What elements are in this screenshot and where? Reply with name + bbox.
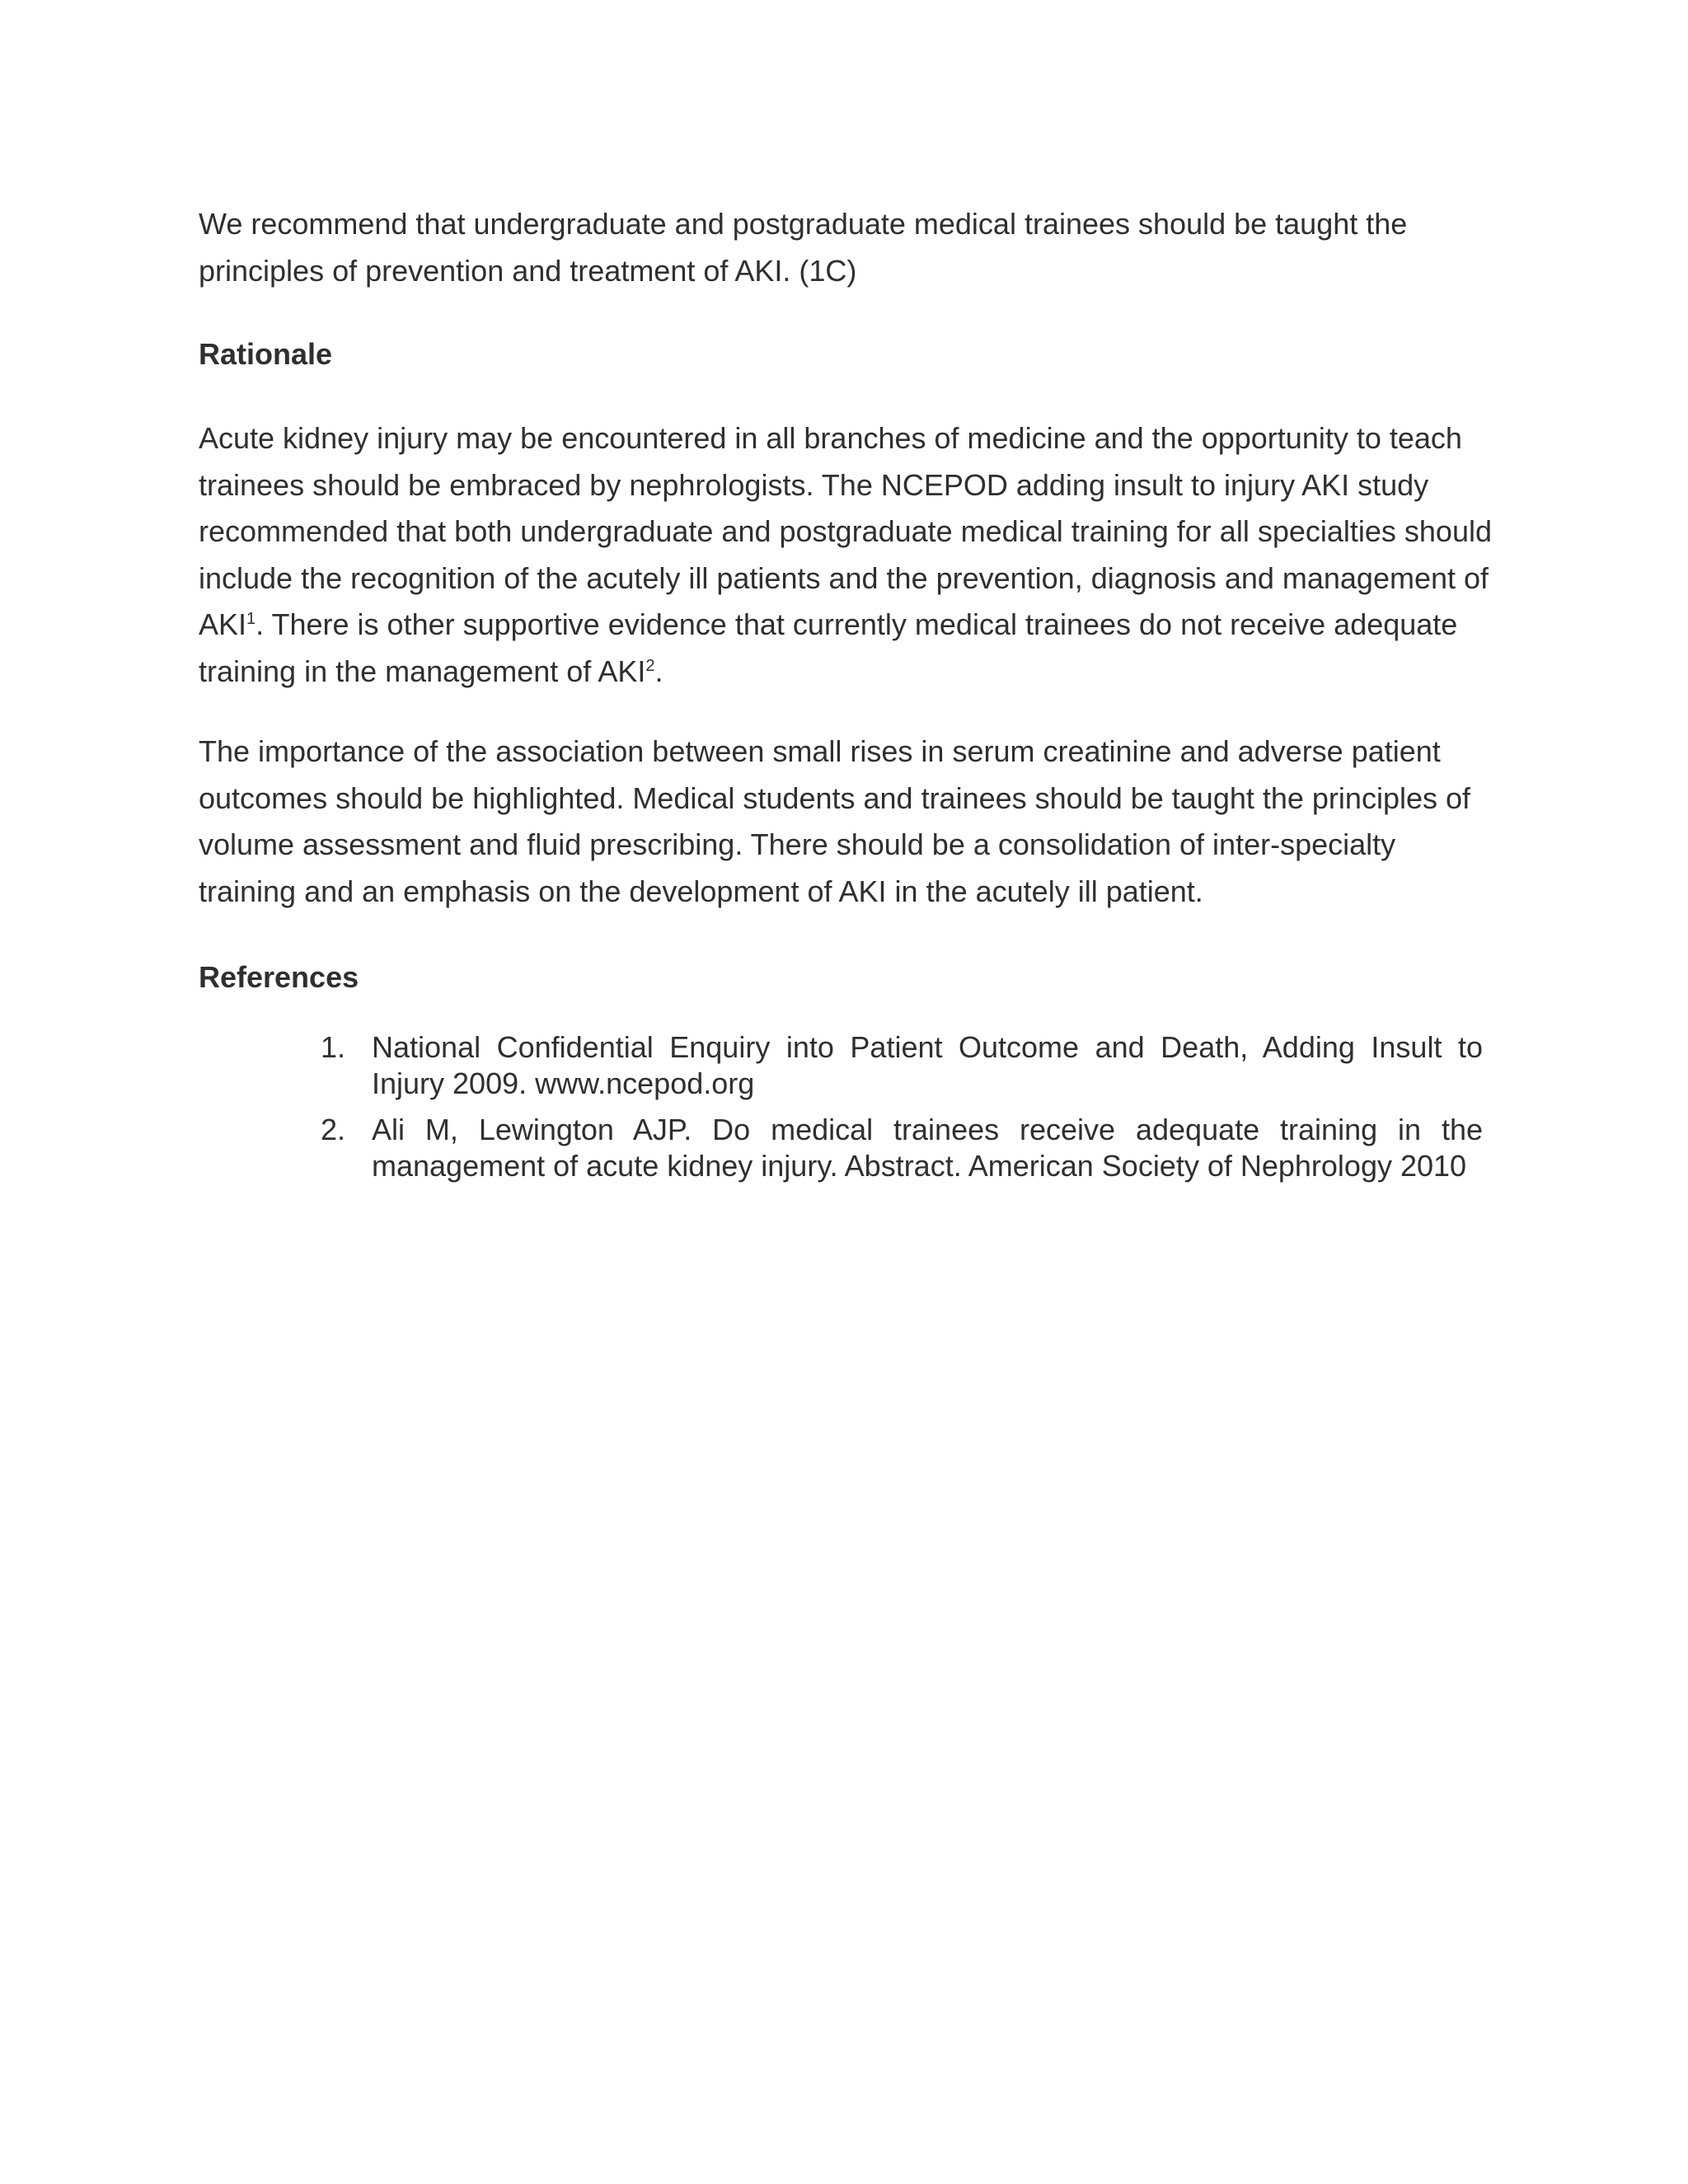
rationale-paragraph-2: The importance of the association between small rises in serum creatinine and adverse patient outcomes should be highlighted. Medical students and trainees should be taught the principles of volume assessment and fluid prescribing. There should be a consolidation of inter-specialty training and an emphasis on the development of AKI in the acutely ill patient.: [199, 734, 1471, 908]
reference-number: 1.: [321, 1030, 346, 1064]
references-list: [321, 1029, 1483, 1184]
rationale-text-2: . There is other supportive evidence that currently medical trainees do not receive adequate training in the management of AKI: [199, 607, 1458, 688]
citation-1: 1: [246, 610, 256, 628]
rationale-paragraph-1: [199, 415, 1501, 695]
reference-text: National Confidential Enquiry into Patient Outcome and Death, Adding Insult to Injury 2009. www.ncepod.org: [372, 1030, 1483, 1100]
rationale-heading: Rationale: [199, 337, 333, 371]
document-page: [199, 201, 1501, 1183]
rationale-text-1: Acute kidney injury may be encountered in all branches of medicine and the opportunity to teach trainees should be embraced by nephrologists. The NCEPOD adding insult to injury AKI study recommended that both undergraduate and postgraduate medical training for all specialties should include the recognition of the acutely ill patients and the prevention, diagnosis and management of AKI: [199, 421, 1492, 641]
reference-item-2: [321, 1112, 1483, 1184]
recommendation-paragraph: We recommend that undergraduate and postgraduate medical trainees should be taught the principles of prevention and treatment of AKI. (1C): [199, 207, 1408, 288]
reference-text: Ali M, Lewington AJP. Do medical trainees receive adequate training in the management of acute kidney injury. Abstract. American Society of Nephrology 2010: [372, 1113, 1483, 1183]
references-heading: References: [199, 960, 359, 994]
citation-2: 2: [645, 656, 655, 675]
rationale-text-3: .: [654, 654, 663, 688]
reference-number: 2.: [321, 1113, 346, 1146]
reference-item-1: [321, 1029, 1483, 1102]
